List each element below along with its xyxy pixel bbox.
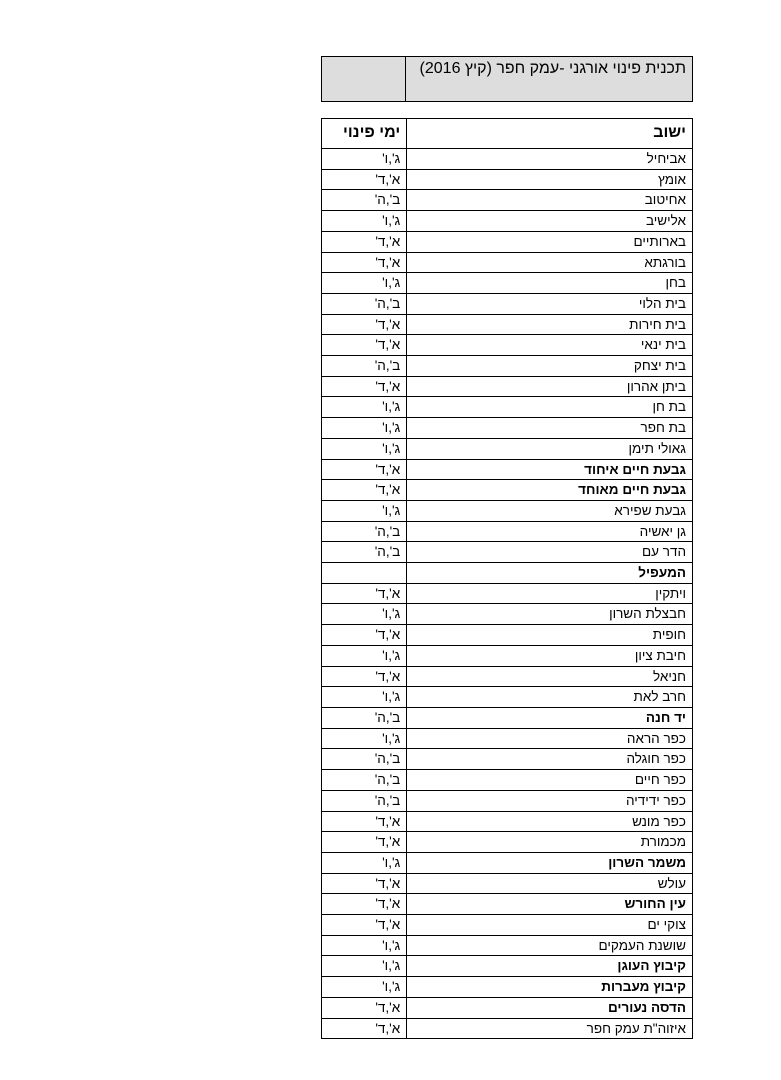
town-cell: כפר ידידיה: [407, 790, 693, 811]
table-row: [322, 397, 693, 418]
pickup-days-cell: ג',ו': [322, 977, 407, 998]
town-cell: חרב לאת: [407, 687, 693, 708]
town-cell: המעפיל: [407, 563, 693, 584]
table-row: [322, 749, 693, 770]
table-row: [322, 728, 693, 749]
table-row: [322, 687, 693, 708]
town-cell: בית הלוי: [407, 293, 693, 314]
town-cell: אומץ: [407, 169, 693, 190]
table-row: [322, 666, 693, 687]
town-cell: בית יצחק: [407, 356, 693, 377]
pickup-days-cell: א',ד': [322, 252, 407, 273]
town-cell: מכמורת: [407, 832, 693, 853]
table-row: [322, 1018, 693, 1039]
town-cell: ביתן אהרון: [407, 376, 693, 397]
table-row: [322, 480, 693, 501]
town-cell: איזוה"ת עמק חפר: [407, 1018, 693, 1039]
pickup-days-cell: א',ד': [322, 666, 407, 687]
town-cell: עולש: [407, 873, 693, 894]
table-row: [322, 459, 693, 480]
table-row: [322, 873, 693, 894]
pickup-days-cell: א',ד': [322, 169, 407, 190]
title-table: [321, 56, 693, 102]
pickup-days-cell: ג',ו': [322, 852, 407, 873]
town-cell: אביחיל: [407, 149, 693, 170]
pickup-days-cell: ג',ו': [322, 500, 407, 521]
table-row: [322, 273, 693, 294]
table-row: [322, 645, 693, 666]
pickup-days-cell: א',ד': [322, 480, 407, 501]
town-cell: גן יאשיה: [407, 521, 693, 542]
table-header-row: [322, 119, 693, 149]
pickup-days-cell: א',ד': [322, 314, 407, 335]
table-row: [322, 542, 693, 563]
days-column-header: ימי פינוי: [322, 119, 407, 149]
town-cell: חיבת ציון: [407, 645, 693, 666]
pickup-days-cell: א',ד': [322, 625, 407, 646]
table-row: [322, 438, 693, 459]
town-cell: קיבוץ העוגן: [407, 956, 693, 977]
town-cell: בורגתא: [407, 252, 693, 273]
town-cell: גבעת שפירא: [407, 500, 693, 521]
page-title: תכנית פינוי אורגני -עמק חפר (קיץ 2016): [405, 57, 692, 102]
pickup-days-cell: א',ד': [322, 459, 407, 480]
table-row: [322, 894, 693, 915]
town-cell: כפר חוגלה: [407, 749, 693, 770]
table-row: [322, 852, 693, 873]
pickup-days-cell: א',ד': [322, 376, 407, 397]
town-cell: ויתקין: [407, 583, 693, 604]
table-row: [322, 770, 693, 791]
town-cell: קיבוץ מעברות: [407, 977, 693, 998]
pickup-days-cell: ג',ו': [322, 418, 407, 439]
table-row: [322, 915, 693, 936]
pickup-days-cell: ג',ו': [322, 438, 407, 459]
town-cell: עין החורש: [407, 894, 693, 915]
pickup-days-cell: א',ד': [322, 894, 407, 915]
table-row: [322, 500, 693, 521]
town-cell: בת חן: [407, 397, 693, 418]
table-row: [322, 231, 693, 252]
table-row: [322, 335, 693, 356]
table-row: [322, 707, 693, 728]
pickup-days-cell: ב',ה': [322, 770, 407, 791]
table-row: [322, 583, 693, 604]
table-row: [322, 625, 693, 646]
table-row: [322, 790, 693, 811]
table-row: [322, 935, 693, 956]
table-row: [322, 604, 693, 625]
pickup-days-cell: ג',ו': [322, 604, 407, 625]
pickup-days-cell: ב',ה': [322, 356, 407, 377]
table-body: [322, 149, 693, 1039]
town-cell: חופית: [407, 625, 693, 646]
pickup-days-cell: א',ד': [322, 873, 407, 894]
table-row: [322, 521, 693, 542]
town-cell: צוקי ים: [407, 915, 693, 936]
pickup-days-cell: א',ד': [322, 231, 407, 252]
pickup-days-cell: ב',ה': [322, 707, 407, 728]
pickup-days-cell: ג',ו': [322, 273, 407, 294]
town-cell: אחיטוב: [407, 190, 693, 211]
pickup-days-cell: א',ד': [322, 915, 407, 936]
town-cell: הדסה נעורים: [407, 997, 693, 1018]
town-cell: אלישיב: [407, 211, 693, 232]
pickup-days-cell: ג',ו': [322, 956, 407, 977]
town-cell: בית חירות: [407, 314, 693, 335]
table-row: [322, 211, 693, 232]
table-row: [322, 832, 693, 853]
pickup-days-cell: ב',ה': [322, 542, 407, 563]
town-cell: חבצלת השרון: [407, 604, 693, 625]
pickup-days-cell: ב',ה': [322, 790, 407, 811]
table-row: [322, 418, 693, 439]
table-row: [322, 997, 693, 1018]
town-cell: כפר הראה: [407, 728, 693, 749]
town-cell: בית ינאי: [407, 335, 693, 356]
town-cell: בת חפר: [407, 418, 693, 439]
town-cell: חניאל: [407, 666, 693, 687]
pickup-days-cell: ב',ה': [322, 749, 407, 770]
pickup-days-cell: ג',ו': [322, 687, 407, 708]
pickup-days-cell: א',ד': [322, 811, 407, 832]
table-row: [322, 956, 693, 977]
pickup-days-cell: א',ד': [322, 832, 407, 853]
pickup-days-cell: א',ד': [322, 335, 407, 356]
title-empty-cell: [322, 57, 406, 102]
table-row: [322, 356, 693, 377]
schedule-table: [321, 118, 693, 1039]
table-row: [322, 314, 693, 335]
table-row: [322, 376, 693, 397]
table-row: [322, 252, 693, 273]
town-column-header: ישוב: [407, 119, 693, 149]
pickup-days-cell: ב',ה': [322, 190, 407, 211]
pickup-days-cell: א',ד': [322, 997, 407, 1018]
pickup-days-cell: א',ד': [322, 1018, 407, 1039]
town-cell: בארותיים: [407, 231, 693, 252]
town-cell: משמר השרון: [407, 852, 693, 873]
table-row: [322, 190, 693, 211]
pickup-days-cell: ג',ו': [322, 397, 407, 418]
pickup-days-cell: ב',ה': [322, 521, 407, 542]
pickup-days-cell: ג',ו': [322, 149, 407, 170]
town-cell: גבעת חיים איחוד: [407, 459, 693, 480]
table-row: [322, 977, 693, 998]
pickup-days-cell: א',ד': [322, 583, 407, 604]
town-cell: הדר עם: [407, 542, 693, 563]
pickup-days-cell: ג',ו': [322, 935, 407, 956]
pickup-days-cell: ג',ו': [322, 211, 407, 232]
town-cell: שושנת העמקים: [407, 935, 693, 956]
table-row: [322, 169, 693, 190]
pickup-days-cell: ג',ו': [322, 645, 407, 666]
pickup-days-cell: ג',ו': [322, 728, 407, 749]
town-cell: יד חנה: [407, 707, 693, 728]
town-cell: גאולי תימן: [407, 438, 693, 459]
table-row: [322, 293, 693, 314]
table-row: [322, 563, 693, 584]
pickup-days-cell: ב',ה': [322, 293, 407, 314]
town-cell: כפר מונש: [407, 811, 693, 832]
town-cell: בחן: [407, 273, 693, 294]
town-cell: גבעת חיים מאוחד: [407, 480, 693, 501]
table-row: [322, 149, 693, 170]
town-cell: כפר חיים: [407, 770, 693, 791]
table-row: [322, 811, 693, 832]
pickup-days-cell: [322, 563, 407, 584]
